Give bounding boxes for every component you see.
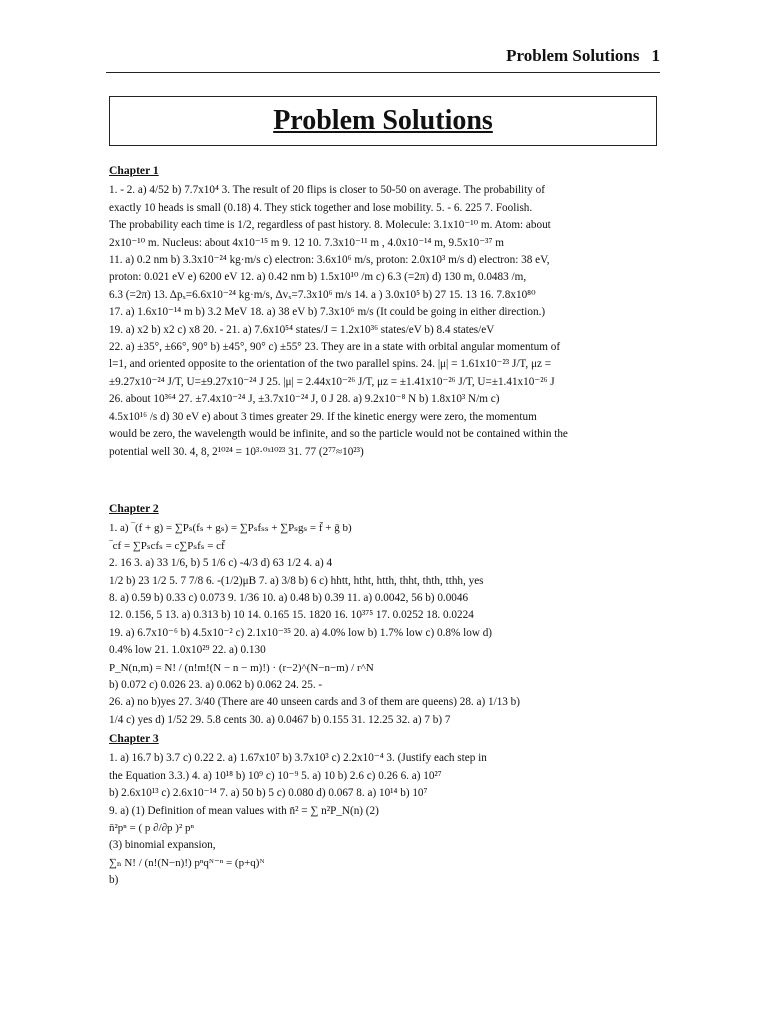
text-line: 2x10⁻¹⁰ m. Nucleus: about 4x10⁻¹⁵ m 9. 12 10. 7.3x10⁻¹¹ m , 4.0x10⁻¹⁴ m, 9.5x10⁻³⁷ m <box>109 236 504 249</box>
chapter-2-text <box>109 520 657 729</box>
text-line: potential well 30. 4, 8, 2¹⁰²⁴ = 10³·⁰ˣ¹⁰²³ 31. 77 (2⁷⁷≈10²³) <box>109 445 364 458</box>
text-line: 1. a) ‾(f + g) = ∑Pₛ(fₛ + gₛ) = ∑Pₛfₛₛ + ∑Pₛgₛ = f̄ + ḡ b) <box>109 522 352 535</box>
text-line: 11. a) 0.2 nm b) 3.3x10⁻²⁴ kg·m/s c) electron: 3.6x10⁶ m/s, proton: 2.0x10³ m/s d) electron: 38 eV, <box>109 254 550 267</box>
chapter-1-heading: Chapter 1 <box>109 164 159 177</box>
text-line: 17. a) 1.6x10⁻¹⁴ m b) 3.2 MeV 18. a) 38 eV b) 7.3x10⁶ m/s (It could be going in either direction.) <box>109 306 546 319</box>
chapter-1-section <box>109 162 657 461</box>
text-line: 0.4% low 21. 1.0x10²⁹ 22. a) 0.130 <box>109 644 266 657</box>
text-line: 12. 0.156, 5 13. a) 0.313 b) 10 14. 0.165 15. 1820 16. 10³⁷⁵ 17. 0.0252 18. 0.0224 <box>109 609 474 622</box>
text-line: 26. a) no b)yes 27. 3/40 (There are 40 unseen cards and 3 of them are queens) 28. a) 1/13 b) <box>109 696 520 709</box>
chapter-3-section <box>109 730 657 890</box>
text-line: 8. a) 0.59 b) 0.33 c) 0.073 9. 1/36 10. a) 0.48 b) 0.39 11. a) 0.0042, 56 b) 0.0046 <box>109 592 469 605</box>
chapter-3-text <box>109 750 657 889</box>
text-line: 4.5x10¹⁶ /s d) 30 eV e) about 3 times greater 29. If the kinetic energy were zero, the momentum <box>109 410 537 423</box>
running-header <box>506 46 660 66</box>
text-line: 1/2 b) 23 1/2 5. 7 7/8 6. -(1/2)μB 7. a) 3/8 b) 6 c) hhtt, htht, htth, thht, thth, tthh, yes <box>109 574 484 587</box>
text-line: ±9.27x10⁻²⁴ J/T, U=±9.27x10⁻²⁴ J 25. |μ| = 2.44x10⁻²⁶ J/T, μz = ±1.41x10⁻²⁶ J/T, U=±1.41x10⁻²⁶ J <box>109 375 555 388</box>
header-title: Problem Solutions <box>506 46 640 65</box>
text-line: b) 2.6x10¹³ c) 2.6x10⁻¹⁴ 7. a) 50 b) 5 c) 0.080 d) 0.067 8. a) 10¹⁴ b) 10⁷ <box>109 787 428 800</box>
text-line: 1. - 2. a) 4/52 b) 7.7x10⁴ 3. The result of 20 flips is closer to 50-50 on average. The probability of <box>109 184 545 197</box>
text-line: 26. about 10³⁶⁴ 27. ±7.4x10⁻²⁴ J, ±3.7x10⁻²⁴ J, 0 J 28. a) 9.2x10⁻⁸ N b) 1.8x10³ N/m c) <box>109 393 500 406</box>
title-box <box>109 96 657 146</box>
header-rule <box>106 72 660 73</box>
chapter-2-heading: Chapter 2 <box>109 502 159 515</box>
text-line: would be zero, the wavelength would be infinite, and so the particle would not be contained within the <box>109 428 568 441</box>
text-line: The probability each time is 1/2, regardless of past history. 8. Molecule: 3.1x10⁻¹⁰ m. Atom: about <box>109 219 551 232</box>
chapter-3-heading: Chapter 3 <box>109 732 159 745</box>
text-line: ∑ₙ N! / (n!(N−n)!) pⁿqᴺ⁻ⁿ = (p+q)ᴺ <box>109 856 265 869</box>
text-line: b) <box>109 874 119 887</box>
text-line: proton: 0.021 eV e) 6200 eV 12. a) 0.42 nm b) 1.5x10¹⁰ /m c) 6.3 (=2π) d) 130 m, 0.0483 /m, <box>109 271 527 284</box>
text-line: 1/4 c) yes d) 1/52 29. 5.8 cents 30. a) 0.0467 b) 0.155 31. 12.25 32. a) 7 b) 7 <box>109 713 451 726</box>
chapter-2-section <box>109 500 657 729</box>
text-line: P_N(n,m) = N! / (n!m!(N − n − m)!) · (r−2)^(N−n−m) / r^N <box>109 661 374 674</box>
text-line: n̄²pⁿ = ( p ∂/∂p )² pⁿ <box>109 822 194 835</box>
text-line: 1. a) 16.7 b) 3.7 c) 0.22 2. a) 1.67x10⁷ b) 3.7x10³ c) 2.2x10⁻⁴ 3. (Justify each step in <box>109 752 487 765</box>
text-line: ‾cf = ∑Pₛcfₛ = c∑Pₛfₛ = cf̄ <box>109 539 225 552</box>
text-line: the Equation 3.3.) 4. a) 10¹⁸ b) 10⁹ c) 10⁻⁹ 5. a) 10 b) 2.6 c) 0.26 6. a) 10²⁷ <box>109 769 442 782</box>
text-line: 2. 16 3. a) 33 1/6, b) 5 1/6 c) -4/3 d) 63 1/2 4. a) 4 <box>109 557 333 570</box>
page-number: 1 <box>651 46 660 65</box>
text-line: exactly 10 heads is small (0.18) 4. They stick together and lose mobility. 5. - 6. 225 7. Foolish. <box>109 201 533 214</box>
text-line: 19. a) 6.7x10⁻⁶ b) 4.5x10⁻² c) 2.1x10⁻³⁵ 20. a) 4.0% low b) 1.7% low c) 0.8% low d) <box>109 626 493 639</box>
text-line: (3) binomial expansion, <box>109 839 216 852</box>
text-line: b) 0.072 c) 0.026 23. a) 0.062 b) 0.062 24. 25. - <box>109 679 323 692</box>
chapter-1-text <box>109 182 657 461</box>
text-line: 6.3 (=2π) 13. Δpₓ=6.6x10⁻²⁴ kg·m/s, Δvₓ=7.3x10⁶ m/s 14. a ) 3.0x10⁵ b) 27 15. 13 16. 7.8x10⁸⁰ <box>109 288 536 301</box>
text-line: l=1, and oriented opposite to the orientation of the two parallel spins. 24. |μ| = 1.61x10⁻²³ J/T, μz = <box>109 358 552 371</box>
text-line: 22. a) ±35°, ±66°, 90° b) ±45°, 90° c) ±55° 23. They are in a state with orbital angular momentum of <box>109 341 561 354</box>
text-line: 19. a) x2 b) x2 c) x8 20. - 21. a) 7.6x10⁵⁴ states/J = 1.2x10³⁶ states/eV b) 8.4 states/eV <box>109 323 495 336</box>
page-title: Problem Solutions <box>273 105 493 136</box>
text-line: 9. a) (1) Definition of mean values with n̄² = ∑ n²P_N(n) (2) <box>109 804 379 817</box>
